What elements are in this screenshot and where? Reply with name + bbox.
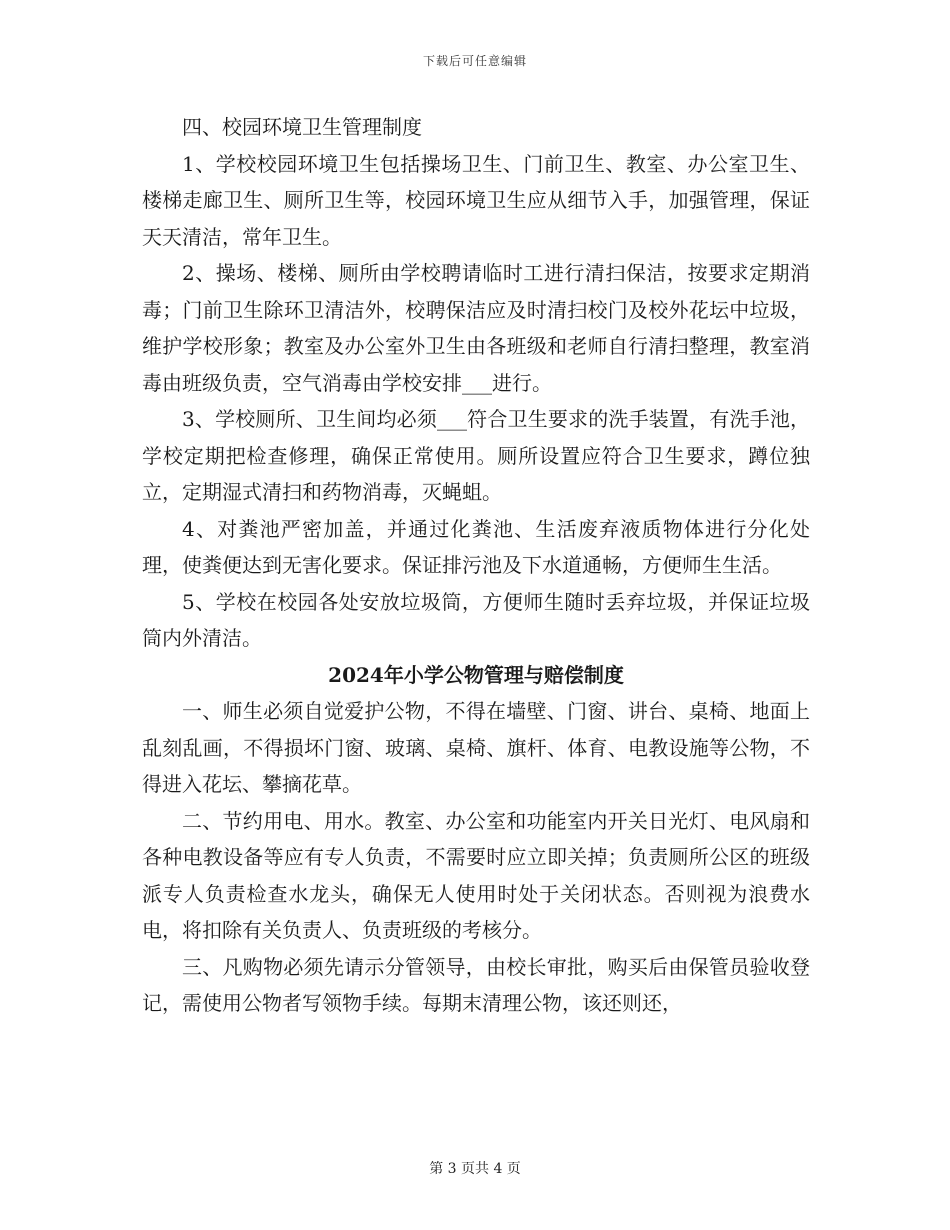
page-header: 下载后可任意编辑 bbox=[422, 54, 527, 68]
paragraph-2: 2、操场、楼梯、厕所由学校聘请临时工进行清扫保洁，按要求定期消毒；门前卫生除环卫清洁外，校聘保洁应及时清扫校门及校外花坛中垃圾，维护学校形象；教室及办公室外卫生由各班级和老师自行清扫整理，教室消毒由班级负责，空气消毒由学校安排___进行。 bbox=[142, 261, 810, 395]
rule-paragraph-3: 三、凡购物必须先请示分管领导，由校长审批，购买后由保管员验收登记，需使用公物者写领物手续。每期末清理公物，该还则还， bbox=[142, 954, 810, 1015]
paragraph-1: 1、学校校园环境卫生包括操场卫生、门前卫生、教室、办公室卫生、楼梯走廊卫生、厕所卫生等，校园环境卫生应从细节入手，加强管理，保证天天清洁，常年卫生。 bbox=[142, 151, 810, 249]
document-title: 2024年小学公物管理与赔偿制度 bbox=[328, 662, 624, 687]
rule-paragraph-1: 一、师生必须自觉爱护公物，不得在墙壁、门窗、讲台、桌椅、地面上乱刻乱画，不得损坏门窗、玻璃、桌椅、旗杆、体育、电教设施等公物，不得进入花坛、攀摘花草。 bbox=[142, 699, 810, 796]
page-footer: 第 3 页共 4 页 bbox=[429, 1161, 521, 1177]
section-heading: 四、校园环境卫生管理制度 bbox=[182, 115, 422, 139]
paragraph-3: 3、学校厕所、卫生间均必须___符合卫生要求的洗手装置，有洗手池，学校定期把检查修理，确保正常使用。厕所设置应符合卫生要求，蹲位独立，定期湿式清扫和药物消毒，灭蝇蛆。 bbox=[142, 407, 810, 504]
paragraph-4: 4、对粪池严密加盖，并通过化粪池、生活废弃液质物体进行分化处理，使粪便达到无害化要求。保证排污池及下水道通畅，方便师生生活。 bbox=[142, 516, 810, 577]
rule-paragraph-2: 二、节约用电、用水。教室、办公室和功能室内开关日光灯、电风扇和各种电教设备等应有专人负责，不需要时应立即关掉；负责厕所公区的班级派专人负责检查水龙头，确保无人使用时处于关闭状态。否则视为浪费水电，将扣除有关负责人、负责班级的考核分。 bbox=[142, 808, 810, 942]
document-body bbox=[142, 109, 810, 1022]
paragraph-5: 5、学校在校园各处安放垃圾筒，方便师生随时丢弃垃圾，并保证垃圾筒内外清洁。 bbox=[142, 589, 810, 650]
